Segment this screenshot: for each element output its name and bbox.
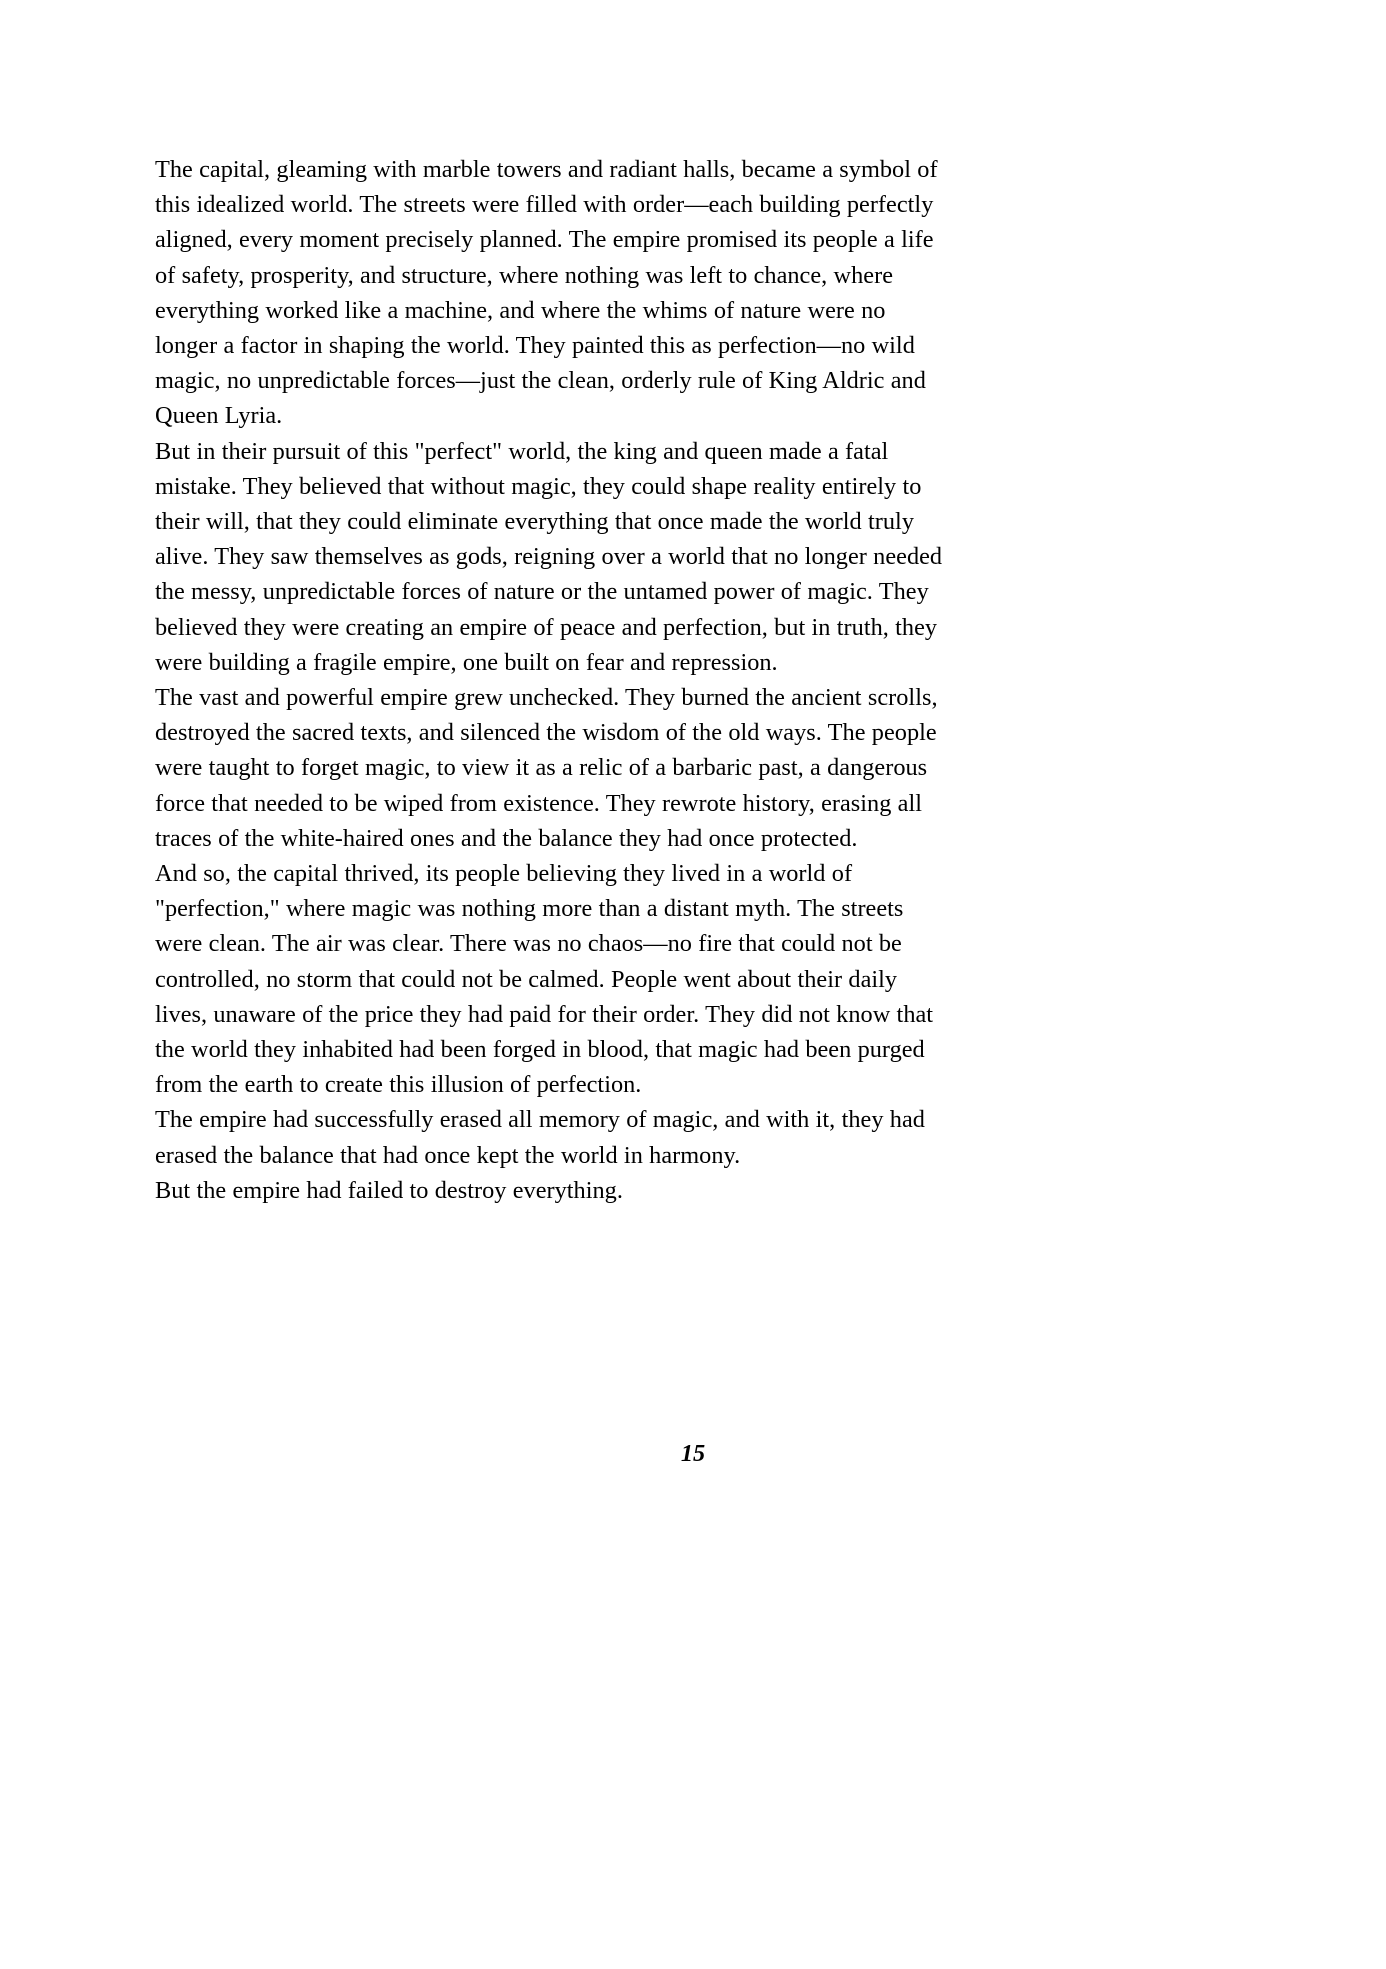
- paragraph-4: And so, the capital thrived, its people believing they lived in a world of "perfection," where magic was nothing more than a distant myth. The streets were clean. The air was clear. There was no chaos—no fire that could not be controlled, no storm that could not be calmed. People went about their daily lives, unaware of the price they had paid for their order. They did not know that the world they inhabited had been forged in blood, that magic had been purged from the earth to create this illusion of perfection.: [155, 860, 934, 1099]
- paragraph-3: The vast and powerful empire grew unchecked. They burned the ancient scrolls, destroyed the sacred texts, and silenced the wisdom of the old ways. The people were taught to forget magic, to view it as a relic of a barbaric past, a dangerous force that needed to be wiped from existence. They rewrote history, erasing all traces of the white-haired ones and the balance they had once protected.: [155, 684, 938, 852]
- paragraph-5: The empire had successfully erased all memory of magic, and with it, they had erased the balance that had once kept the world in harmony.: [155, 1106, 925, 1169]
- paragraph-2: But in their pursuit of this "perfect" world, the king and queen made a fatal mistake. They believed that without magic, they could shape reality entirely to their will, that they could eliminate everything that once made the world truly alive. They saw themselves as gods, reigning over a world that no longer needed the messy, unpredictable forces of nature or the untamed power of magic. They believed they were creating an empire of peace and perfection, but in truth, they were building a fragile empire, one built on fear and repression.: [155, 437, 943, 676]
- paragraph-1: The capital, gleaming with marble towers and radiant halls, became a symbol of this idealized world. The streets were filled with order—each building perfectly aligned, every moment precisely planned. The empire promised its people a life of safety, prosperity, and structure, where nothing was left to chance, where everything worked like a machine, and where the whims of nature were no longer a factor in shaping the world. They painted this as perfection—no wild magic, no unpredictable forces—just the clean, orderly rule of King Aldric and Queen Lyria.: [155, 156, 938, 430]
- paragraph-6: But the empire had failed to destroy everything.: [155, 1176, 623, 1204]
- page-number: 15: [680, 1440, 706, 1467]
- body-text-column: [155, 152, 950, 1208]
